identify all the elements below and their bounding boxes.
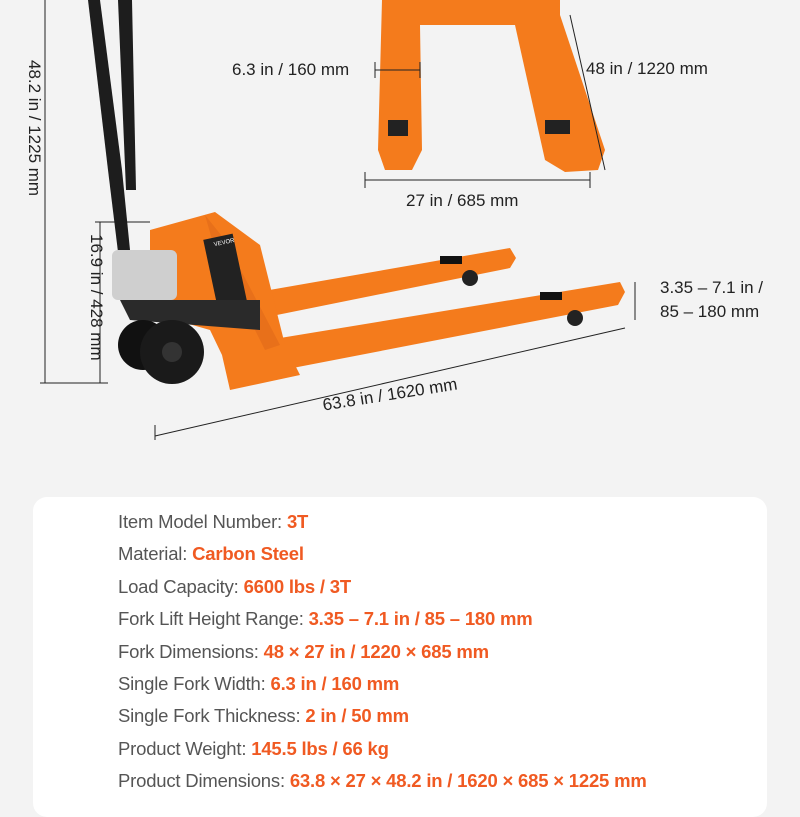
hydraulic-pump <box>112 250 177 300</box>
spec-row: Fork Lift Height Range: 3.35 – 7.1 in / 85 – 180 mm <box>118 608 533 630</box>
specs-list <box>118 510 647 802</box>
total-length-label: 63.8 in / 1620 mm <box>321 374 459 415</box>
top-view-forks <box>378 0 605 172</box>
fork-slot <box>388 120 408 136</box>
fork-width-label: 6.3 in / 160 mm <box>232 60 350 79</box>
spec-row: Fork Dimensions: 48 × 27 in / 1220 × 685 mm <box>118 640 489 662</box>
vevor-logo: VEVOR <box>213 238 236 249</box>
spec-row: Single Fork Width: 6.3 in / 160 mm <box>118 672 400 694</box>
lift-range-label-2: 85 – 180 mm <box>660 302 760 321</box>
handle-base-height-label: 16.9 in / 428 mm <box>87 234 106 361</box>
spec-row: Item Model Number: 3T <box>118 511 309 532</box>
spec-row: Load Capacity: 6600 lbs / 3T <box>118 575 351 597</box>
spec-row: Product Dimensions: 63.8 × 27 × 48.2 in / 1620 × 685 × 1225 mm <box>118 770 647 792</box>
spec-row: Material: Carbon Steel <box>118 543 304 565</box>
lift-range-label-1: 3.35 – 7.1 in / <box>660 278 764 297</box>
spec-row: Product Weight: 145.5 lbs / 66 kg <box>118 737 389 759</box>
fork-length-label: 48 in / 1220 mm <box>586 59 708 78</box>
fork-overall-width-label: 27 in / 685 mm <box>406 191 519 210</box>
spec-row: Single Fork Thickness: 2 in / 50 mm <box>118 705 409 727</box>
total-height-label: 48.2 in / 1225 mm <box>25 60 44 197</box>
fork-slot <box>545 120 570 134</box>
